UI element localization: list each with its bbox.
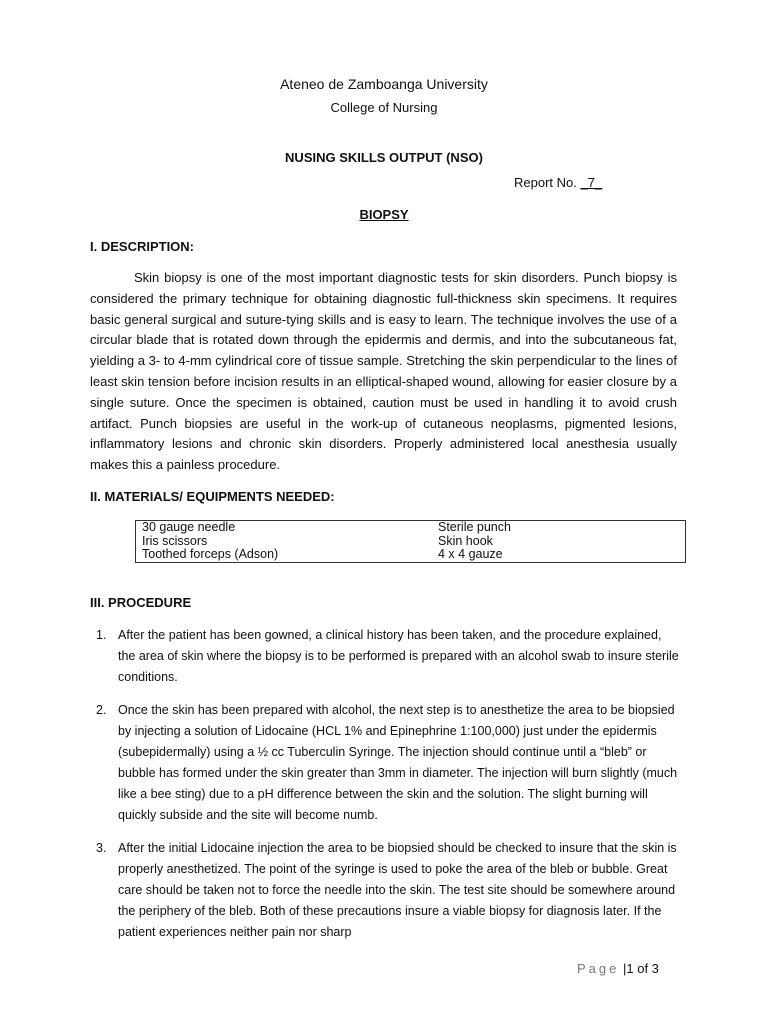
document-title: BIOPSY bbox=[359, 207, 409, 222]
report-label: Report No. bbox=[514, 175, 577, 190]
section-heading-description: I. DESCRIPTION: bbox=[90, 239, 195, 254]
output-title: NUSING SKILLS OUTPUT (NSO) bbox=[285, 150, 483, 165]
footer-separator: | bbox=[623, 961, 627, 976]
step-number: 3. bbox=[96, 841, 107, 855]
section-heading-materials: II. MATERIALS/ EQUIPMENTS NEEDED: bbox=[90, 489, 335, 504]
page-number: 1 of 3 bbox=[626, 961, 659, 976]
table-cell: Sterile punch bbox=[438, 520, 511, 534]
description-paragraph: Skin biopsy is one of the most important diagnostic tests for skin disorders. Punch biopsy is considered the primary technique for obtaining diagnostic full-thickness skin specimens. It requires basic general surgical and suture-tying skills and is easy to learn. The technique involves the use of a circular blade that is rotated down through the epidermis and dermis, and into the subcutaneous fat, yielding a 3- to 4-mm cylindrical core of tissue sample. Stretching the skin perpendicular to the lines of least skin tension before incision results in an elliptical-shaped wound, allowing for easier closure by a single suture. Once the specimen is obtained, caution must be used in handling it to avoid crush artifact. Punch biopsies are useful in the work-up of cutaneous neoplasms, pigmented lesions, inflammatory lesions and chronic skin disorders. Properly administered local anesthesia usually makes this a painless procedure. bbox=[90, 270, 677, 473]
list-item bbox=[90, 625, 680, 688]
list-item bbox=[90, 700, 680, 826]
step-text: Once the skin has been prepared with alcohol, the next step is to anesthetize the area to be biopsied by injecting a solution of Lidocaine (HCL 1% and Epinephrine 1:100,000) just under the epidermis (subepidermally) using a ½ cc Tuberculin Syringe. The injection should continue until a “bleb” or bubble has formed under the skin greater than 3mm in diameter. The injection will burn slightly (much like a bee sting) due to a pH difference between the skin and the solution. The slight burning will quickly subside and the site will become numb. bbox=[118, 703, 678, 822]
table-cell: Iris scissors bbox=[142, 533, 208, 548]
page-footer bbox=[577, 961, 659, 976]
procedure-list bbox=[90, 625, 680, 955]
university-name: Ateneo de Zamboanga University bbox=[280, 76, 488, 92]
page-label: Page bbox=[577, 961, 620, 976]
table-row bbox=[136, 521, 686, 535]
list-item bbox=[90, 838, 680, 943]
table-cell: Skin hook bbox=[438, 533, 493, 548]
step-text: After the patient has been gowned, a clinical history has been taken, and the procedure explained, the area of skin where the biopsy is to be performed is prepared with an alcohol swab to insure sterile conditions. bbox=[118, 628, 679, 684]
report-number-value: _7_ bbox=[580, 175, 603, 190]
table-cell: 30 gauge needle bbox=[142, 520, 236, 534]
college-name: College of Nursing bbox=[330, 100, 438, 115]
table-row bbox=[136, 548, 686, 562]
table-row bbox=[136, 535, 686, 549]
table-cell: 4 x 4 gauze bbox=[438, 547, 503, 561]
step-text: After the initial Lidocaine injection the area to be biopsied should be checked to insure that the skin is properly anesthetized. The point of the syringe is used to poke the area of the bleb or bubble. Great care should be taken not to force the needle into the skin. The test site should be somewhere around the periphery of the bleb. Both of these precautions insure a viable biopsy for diagnosis later. If the patient experiences neither pain nor sharp bbox=[118, 841, 677, 939]
report-number bbox=[514, 175, 602, 190]
section-heading-procedure: III. PROCEDURE bbox=[90, 595, 192, 610]
step-number: 1. bbox=[96, 628, 107, 642]
table-cell: Toothed forceps (Adson) bbox=[142, 547, 279, 561]
materials-table bbox=[135, 520, 686, 563]
step-number: 2. bbox=[96, 703, 107, 717]
